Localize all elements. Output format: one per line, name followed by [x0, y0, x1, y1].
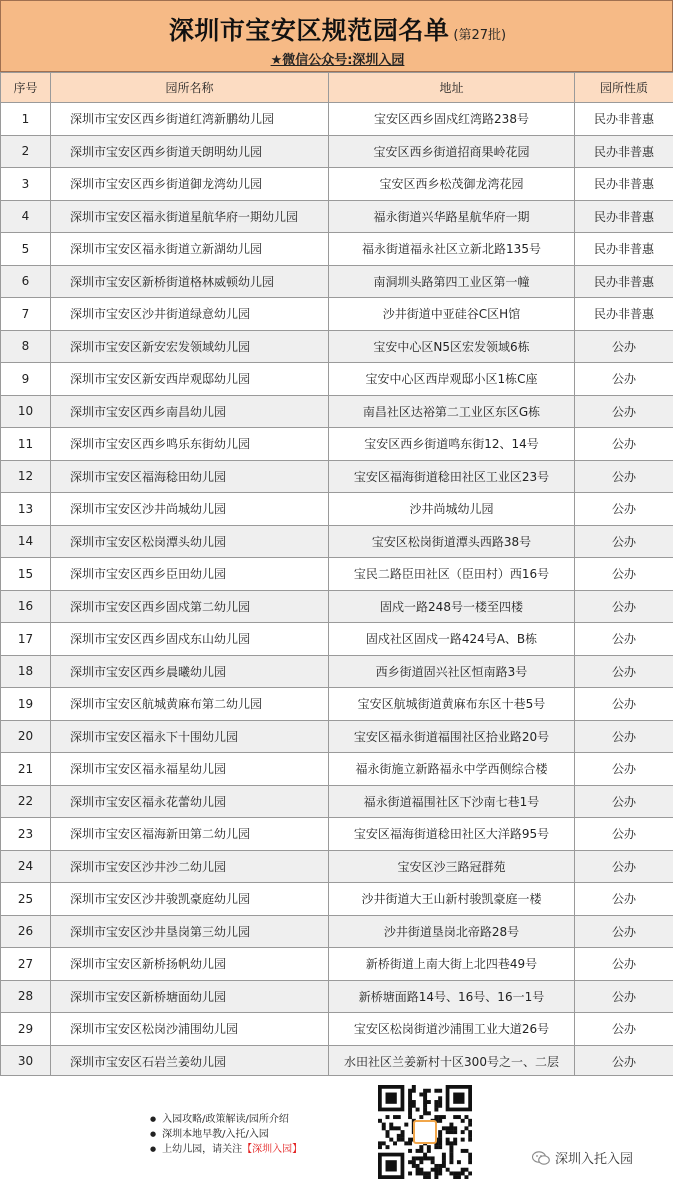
cell-type: 公办 [575, 590, 673, 623]
cell-index: 30 [1, 1045, 51, 1078]
table-row [1, 428, 673, 461]
table-row [1, 493, 673, 526]
table-row [1, 1045, 673, 1078]
cell-address: 固戍一路248号一楼至四楼 [329, 590, 575, 623]
cell-kindergarten-name: 深圳市宝安区福永花蕾幼儿园 [51, 785, 329, 818]
table-row [1, 590, 673, 623]
cell-index: 16 [1, 590, 51, 623]
cell-address: 宝安中心区西岸观邸小区1栋C座 [329, 363, 575, 396]
cell-type: 公办 [575, 395, 673, 428]
cell-address: 宝安区西乡街道鸣东街12、14号 [329, 428, 575, 461]
table-row [1, 785, 673, 818]
cell-type: 公办 [575, 460, 673, 493]
footer-bullets [150, 1112, 302, 1157]
cell-type: 公办 [575, 948, 673, 981]
cell-type: 公办 [575, 883, 673, 916]
cell-type: 民办非普惠 [575, 135, 673, 168]
cell-address: 沙井街道大王山新村骏凯豪庭一楼 [329, 883, 575, 916]
table-row [1, 168, 673, 201]
cell-address: 新桥塘面路14号、16号、16一1号 [329, 980, 575, 1013]
cell-kindergarten-name: 深圳市宝安区新桥塘面幼儿园 [51, 980, 329, 1013]
cell-address: 宝安区航城街道黄麻布东区十巷5号 [329, 688, 575, 721]
footer [0, 1075, 673, 1187]
cell-index: 8 [1, 330, 51, 363]
cell-type: 公办 [575, 623, 673, 656]
cell-address: 福永街道兴华路星航华府一期 [329, 200, 575, 233]
wechat-icon [532, 1151, 550, 1165]
cell-index: 5 [1, 233, 51, 266]
cell-address: 固戍社区固戍一路424号A、B栋 [329, 623, 575, 656]
cell-index: 26 [1, 915, 51, 948]
table-row [1, 103, 673, 136]
table-body [1, 103, 673, 1078]
page-header [0, 0, 673, 72]
cell-index: 24 [1, 850, 51, 883]
cell-kindergarten-name: 深圳市宝安区沙井骏凯豪庭幼儿园 [51, 883, 329, 916]
table-row [1, 395, 673, 428]
cell-address: 西乡街道固兴社区恒南路3号 [329, 655, 575, 688]
cell-index: 23 [1, 818, 51, 851]
cell-kindergarten-name: 深圳市宝安区沙井垦岗第三幼儿园 [51, 915, 329, 948]
table-row [1, 883, 673, 916]
cell-kindergarten-name: 深圳市宝安区西乡街道天朗明幼儿园 [51, 135, 329, 168]
footer-bullet-1: ● 入园攻略/政策解读/园所介绍 [150, 1112, 302, 1127]
cell-address: 南洞圳头路第四工业区第一幢 [329, 265, 575, 298]
cell-kindergarten-name: 深圳市宝安区西乡街道红湾新鹏幼儿园 [51, 103, 329, 136]
cell-address: 宝安中心区N5区宏发领域6栋 [329, 330, 575, 363]
cell-kindergarten-name: 深圳市宝安区石岩兰姜幼儿园 [51, 1045, 329, 1078]
cell-kindergarten-name: 深圳市宝安区沙井尚城幼儿园 [51, 493, 329, 526]
cell-kindergarten-name: 深圳市宝安区沙井街道绿意幼儿园 [51, 298, 329, 331]
cell-address: 宝安区福海街道稔田社区大洋路95号 [329, 818, 575, 851]
cell-address: 宝安区松岗街道潭头西路38号 [329, 525, 575, 558]
cell-index: 25 [1, 883, 51, 916]
cell-address: 福永街道福永社区立新北路135号 [329, 233, 575, 266]
cell-index: 27 [1, 948, 51, 981]
table-row [1, 460, 673, 493]
table-row [1, 200, 673, 233]
cell-address: 宝安区西乡街道招商果岭花园 [329, 135, 575, 168]
cell-kindergarten-name: 深圳市宝安区沙井沙二幼儿园 [51, 850, 329, 883]
table-row [1, 818, 673, 851]
wechat-account-name: 深圳入托入园 [555, 1152, 634, 1167]
cell-address: 宝安区松岗街道沙浦围工业大道26号 [329, 1013, 575, 1046]
cell-type: 公办 [575, 785, 673, 818]
cell-address: 南昌社区达裕第二工业区东区G栋 [329, 395, 575, 428]
cell-type: 公办 [575, 525, 673, 558]
cell-type: 公办 [575, 980, 673, 1013]
cell-type: 公办 [575, 363, 673, 396]
cell-index: 22 [1, 785, 51, 818]
cell-kindergarten-name: 深圳市宝安区福永福星幼儿园 [51, 753, 329, 786]
cell-index: 18 [1, 655, 51, 688]
cell-index: 7 [1, 298, 51, 331]
cell-kindergarten-name: 深圳市宝安区新安宏发领域幼儿园 [51, 330, 329, 363]
cell-address: 水田社区兰姜新村十区300号之一、二层 [329, 1045, 575, 1078]
table-row [1, 525, 673, 558]
cell-kindergarten-name: 深圳市宝安区福海新田第二幼儿园 [51, 818, 329, 851]
column-header-index: 序号 [1, 73, 51, 103]
cell-index: 17 [1, 623, 51, 656]
table-row [1, 850, 673, 883]
table-row [1, 558, 673, 591]
table-row [1, 1013, 673, 1046]
cell-kindergarten-name: 深圳市宝安区西乡固戍东山幼儿园 [51, 623, 329, 656]
cell-index: 10 [1, 395, 51, 428]
table-row [1, 265, 673, 298]
cell-address: 宝民二路臣田社区（臣田村）西16号 [329, 558, 575, 591]
cell-type: 民办非普惠 [575, 265, 673, 298]
cell-type: 公办 [575, 688, 673, 721]
cell-kindergarten-name: 深圳市宝安区松岗沙浦围幼儿园 [51, 1013, 329, 1046]
cell-kindergarten-name: 深圳市宝安区福海稔田幼儿园 [51, 460, 329, 493]
cell-kindergarten-name: 深圳市宝安区福永街道星航华府一期幼儿园 [51, 200, 329, 233]
cell-index: 13 [1, 493, 51, 526]
wechat-subtitle: ★微信公众号:深圳入园 [270, 53, 405, 68]
cell-address: 宝安区沙三路冠群苑 [329, 850, 575, 883]
cell-type: 公办 [575, 1045, 673, 1078]
page-title: 深圳市宝安区规范园名单 [168, 16, 450, 45]
cell-type: 民办非普惠 [575, 233, 673, 266]
cell-index: 2 [1, 135, 51, 168]
footer-bullet-2: ● 深圳本地早教/入托/入园 [150, 1127, 302, 1142]
qr-code-icon [378, 1085, 472, 1179]
qr-logo-icon [413, 1120, 437, 1144]
cell-address: 福永街道福围社区下沙南七巷1号 [329, 785, 575, 818]
column-header-address: 地址 [329, 73, 575, 103]
cell-index: 19 [1, 688, 51, 721]
kindergarten-table [0, 72, 673, 1078]
table-row [1, 330, 673, 363]
cell-kindergarten-name: 深圳市宝安区西乡南昌幼儿园 [51, 395, 329, 428]
cell-index: 14 [1, 525, 51, 558]
cell-type: 公办 [575, 558, 673, 591]
table-row [1, 655, 673, 688]
cell-index: 3 [1, 168, 51, 201]
cell-kindergarten-name: 深圳市宝安区西乡固戍第二幼儿园 [51, 590, 329, 623]
cell-kindergarten-name: 深圳市宝安区福永街道立新湖幼儿园 [51, 233, 329, 266]
footer-highlight: 【深圳入园】 [242, 1144, 303, 1155]
footer-bullet-3 [150, 1142, 302, 1157]
cell-type: 公办 [575, 753, 673, 786]
cell-address: 福永街施立新路福永中学西侧综合楼 [329, 753, 575, 786]
table-row [1, 720, 673, 753]
column-header-name: 园所名称 [51, 73, 329, 103]
cell-type: 公办 [575, 428, 673, 461]
cell-address: 沙井尚城幼儿园 [329, 493, 575, 526]
batch-label: (第27批) [453, 28, 507, 43]
cell-kindergarten-name: 深圳市宝安区新桥街道格林威顿幼儿园 [51, 265, 329, 298]
table-row [1, 298, 673, 331]
cell-type: 民办非普惠 [575, 200, 673, 233]
cell-type: 公办 [575, 915, 673, 948]
cell-index: 28 [1, 980, 51, 1013]
column-header-type: 园所性质 [575, 73, 673, 103]
cell-type: 公办 [575, 330, 673, 363]
table-row [1, 915, 673, 948]
cell-address: 沙井街道垦岗北帝路28号 [329, 915, 575, 948]
table-row [1, 980, 673, 1013]
cell-type: 民办非普惠 [575, 298, 673, 331]
cell-kindergarten-name: 深圳市宝安区西乡街道御龙湾幼儿园 [51, 168, 329, 201]
cell-type: 公办 [575, 493, 673, 526]
cell-type: 公办 [575, 818, 673, 851]
cell-type: 公办 [575, 720, 673, 753]
cell-kindergarten-name: 深圳市宝安区西乡晨曦幼儿园 [51, 655, 329, 688]
cell-index: 29 [1, 1013, 51, 1046]
cell-kindergarten-name: 深圳市宝安区西乡臣田幼儿园 [51, 558, 329, 591]
cell-address: 沙井街道中亚硅谷C区H馆 [329, 298, 575, 331]
table-header-row [1, 73, 673, 103]
cell-kindergarten-name: 深圳市宝安区新安西岸观邸幼儿园 [51, 363, 329, 396]
cell-kindergarten-name: 深圳市宝安区西乡鸣乐东街幼儿园 [51, 428, 329, 461]
cell-address: 宝安区福永街道福围社区拾业路20号 [329, 720, 575, 753]
cell-type: 民办非普惠 [575, 103, 673, 136]
cell-index: 12 [1, 460, 51, 493]
table-row [1, 688, 673, 721]
cell-type: 公办 [575, 655, 673, 688]
cell-type: 公办 [575, 850, 673, 883]
cell-kindergarten-name: 深圳市宝安区航城黄麻布第二幼儿园 [51, 688, 329, 721]
cell-index: 21 [1, 753, 51, 786]
cell-kindergarten-name: 深圳市宝安区新桥扬帆幼儿园 [51, 948, 329, 981]
cell-index: 20 [1, 720, 51, 753]
cell-type: 民办非普惠 [575, 168, 673, 201]
wechat-account [532, 1148, 633, 1167]
table-row [1, 753, 673, 786]
table-row [1, 233, 673, 266]
cell-kindergarten-name: 深圳市宝安区松岗潭头幼儿园 [51, 525, 329, 558]
table-row [1, 948, 673, 981]
cell-address: 新桥街道上南大街上北四巷49号 [329, 948, 575, 981]
cell-address: 宝安区西乡松茂御龙湾花园 [329, 168, 575, 201]
cell-index: 9 [1, 363, 51, 396]
table-row [1, 623, 673, 656]
cell-type: 公办 [575, 1013, 673, 1046]
table-row [1, 135, 673, 168]
title-row [1, 11, 673, 47]
cell-index: 1 [1, 103, 51, 136]
cell-address: 宝安区福海街道稔田社区工业区23号 [329, 460, 575, 493]
cell-index: 15 [1, 558, 51, 591]
cell-index: 4 [1, 200, 51, 233]
cell-kindergarten-name: 深圳市宝安区福永下十围幼儿园 [51, 720, 329, 753]
table-row [1, 363, 673, 396]
cell-index: 11 [1, 428, 51, 461]
cell-index: 6 [1, 265, 51, 298]
cell-address: 宝安区西乡固戍红湾路238号 [329, 103, 575, 136]
footer-bullet-3-text: 上幼儿园，请关注 [162, 1144, 243, 1155]
